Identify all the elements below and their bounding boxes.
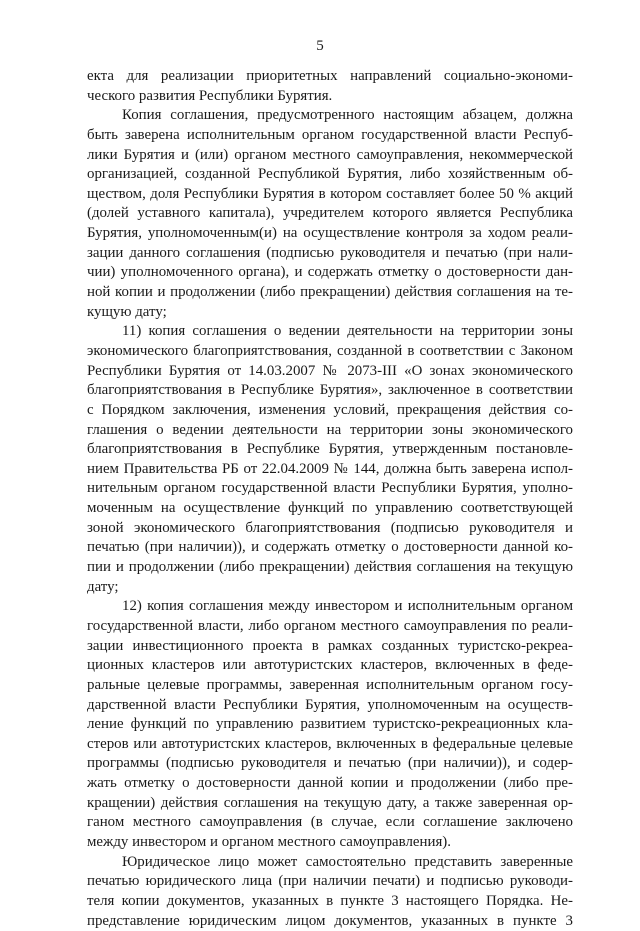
text-line: печатью юридического лица (при наличии печати) и подписью руководи- [87, 873, 573, 890]
text-line: ление функций по управлению развитием туристско-рекреационных кла- [87, 716, 573, 733]
text-line: ной копии и продолжении (либо прекращении) действия соглашения на те- [87, 284, 573, 301]
text-line: ческого развития Республики Бурятия. [87, 87, 333, 104]
text-line: нительным органом государственной власти Республики Бурятия, уполно- [87, 480, 573, 497]
text-line: пии и продолжении (либо прекращении) действия соглашения на текущую [87, 559, 573, 576]
text-line: программы (подписью руководителя и печатью (при наличии)), и содер- [87, 755, 573, 772]
text-line: глашения о ведении деятельности на территории зоны экономического [87, 421, 573, 438]
text-line: ганом местного самоуправления (в случае, если соглашение заключено [87, 814, 573, 831]
text-line: ществом, доля Республики Бурятия в котором составляет более 50 % акций [87, 185, 573, 202]
text-line: 12) копия соглашения между инвестором и исполнительным органом [122, 598, 573, 615]
text-line: жать отметку о достоверности данной копии и продолжении (либо пре- [87, 775, 573, 792]
text-line: организацией, созданной Республикой Бурятия, либо хозяйственным об- [87, 166, 573, 183]
text-line: нием Правительства РБ от 22.04.2009 № 144, должна быть заверена испол- [87, 460, 573, 477]
text-line: 11) копия соглашения о ведении деятельности на территории зоны [122, 323, 573, 340]
text-line: кущую дату; [87, 303, 167, 320]
text-line: (долей уставного капитала), учредителем которого является Республика [87, 205, 573, 222]
text-line: чии) уполномоченного органа), и содержать отметку о достоверности дан- [87, 264, 573, 281]
text-line: ционных кластеров или автотуристских кластеров, включенных в феде- [87, 657, 573, 674]
text-line: с Порядком заключения, изменения условий, прекращения действия со- [87, 401, 573, 418]
text-line: быть заверена исполнительным органом государственной власти Респуб- [87, 126, 573, 143]
text-line: моченным на осуществление функций по управлению соответствующей [87, 500, 573, 517]
text-line: дарственной власти Республики Бурятия, уполномоченным на осуществ- [87, 696, 573, 713]
text-line: дату; [87, 578, 119, 595]
text-line: благоприятствования в Республике Бурятия», заключенное в соответствии [87, 382, 573, 399]
text-line: между инвестором и органом местного самоуправления). [87, 833, 451, 850]
page-number: 5 [316, 38, 324, 54]
body-text [87, 67, 573, 931]
text-line: государственной власти, либо органом местного самоуправления по реали- [87, 617, 573, 634]
text-line: екта для реализации приоритетных направлений социально-экономи- [87, 68, 573, 84]
text-line: зоной экономического благоприятствования (подписью руководителя и [87, 519, 573, 536]
text-line: зации данного соглашения (подписью руководителя и печатью (при нали- [87, 244, 573, 261]
text-line: печатью (при наличии)), и содержать отметку о достоверности данной ко- [87, 539, 573, 556]
text-line: теля копии документов, указанных в пункте 3 настоящего Порядка. Не- [87, 892, 573, 909]
text-line: лики Бурятия и (или) органом местного самоуправления, некоммерческой [87, 146, 573, 163]
text-line: Бурятия, уполномоченным(и) на осуществление контроля за ходом реали- [87, 225, 573, 242]
text-line: благоприятствования в Республике Бурятия, утвержденным постановле- [87, 441, 573, 458]
text-line: Юридическое лицо может самостоятельно представить заверенные [122, 853, 573, 870]
text-line: кращении) действия соглашения на текущую дату, а также заверенная ор- [87, 794, 573, 811]
text-line: Копия соглашения, предусмотренного настоящим абзацем, должна [122, 107, 573, 124]
text-line: ральные целевые программы, заверенная исполнительным органом госу- [87, 676, 573, 693]
text-line: Республики Бурятия от 14.03.2007 № 2073-III «О зонах экономического [87, 362, 573, 379]
text-line: экономического благоприятствования, созданной в соответствии с Законом [87, 342, 573, 359]
text-line: зации инвестиционного проекта в рамках созданных туристско-рекреа- [87, 637, 573, 654]
text-line: стеров или автотуристских кластеров, включенных в федеральные целевые [87, 735, 573, 752]
text-line: представление юридическим лицом документов, указанных в пункте 3 [87, 912, 573, 929]
